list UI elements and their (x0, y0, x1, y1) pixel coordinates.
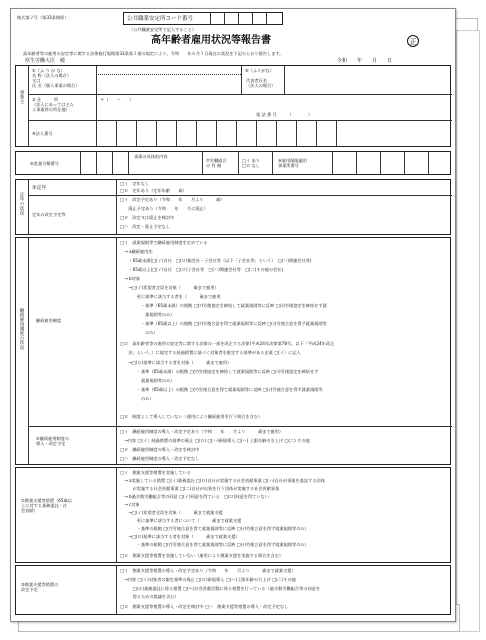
union-label: ⑦労働組合 の 有 無 (206, 158, 227, 168)
continued-line[interactable]: 更に基準に該当する者を（ 歳まで雇用 (120, 294, 221, 299)
continued-line[interactable]: □ロ 制度として導入していない（運用により継続雇用を行う場合を含む） (120, 414, 263, 419)
continued-line: → b対象 (120, 276, 141, 281)
retirement-age-label: ③定年 (32, 185, 47, 191)
support-line[interactable]: が実施する社会貢献事業 □(ニ)自社が出資を行う団体が実施する社会貢献事業 (120, 486, 280, 491)
continued-plan-line[interactable]: □イ 継続雇用制度の導入・改定予定あり（令和 年 月より 歳まで雇用） (120, 429, 284, 434)
support-line[interactable]: → a実施している措置 □(イ)業務委託 □(ロ)自社が実施する社会貢献事業 □(ハ)自社が事業を委託する団体 (120, 478, 325, 483)
support-line[interactable]: →□(ロ)基準に該当する者を対象（ 歳まで就業支援） (120, 534, 240, 539)
industry-code-label: ⑤産業分類番号 (30, 161, 59, 166)
continued-line: 法」という。）に規定する経過措置に基づく対象者を限定する基準がある企業 □(イ）に記入 (120, 350, 301, 355)
name-label: ①（ふ り が な） 名 称（法人の場合） 又は 氏 名（個人事業の場合） (32, 68, 80, 88)
retirement-plan-label: 定年の改定予定等 (32, 212, 66, 217)
continued-plan-line[interactable]: □ロ 継続雇用制度の導入・改定を検討中 (120, 447, 200, 452)
continued-line[interactable]: ・基準（65歳以上）の根拠 □(ｱ)労使合意を得て就業規則等に反映 □(ｲ)労使合意を得ず就業規則等 (120, 321, 327, 326)
retirement-section (15, 179, 451, 235)
continued-line[interactable]: ・基準（65歳以上）の根拠 □(ｱ)労使合意を得て就業規則等に反映 □(ｲ)労使合意を得ず就業規則等 (120, 387, 323, 392)
support-line[interactable]: ・基準の根拠 □(ｱ)労使合意を得て就業規則等に反映 □(ｲ)労使合意を得ず就業規則等のみ） (120, 526, 309, 531)
retirement-plan-line[interactable]: □ロ 改定又は廃止を検討中 (120, 215, 175, 220)
support-plan-line[interactable]: →内容 □(イ)対象者の限定基準の廃止 □(ロ)新規導入 □(ハ)上限年齢の引上げ □(ニ)その他 (120, 577, 296, 582)
phone-field[interactable]: 電 話 番 号 （ ） (256, 112, 313, 117)
continued-line[interactable]: ・基準（65歳未満）の根拠 □(ｱ)労使協定を締結して就業規則等に反映 □(ｲ)労使協定を締結せず (120, 369, 319, 374)
continued-system-label: 継続雇用制度 (36, 318, 62, 323)
intro-text: 高年齢者等の雇用の安定等に関する法律施行規則第33条第１項の規定により、令和 年６月１日現在の状況を下記のとおり報告します。 (23, 51, 284, 56)
continued-plan-label: ①継続雇用制度の 導入・改定予定 (36, 436, 70, 446)
support-line[interactable]: 更に基準に該当する者について（ 歳まで就業支援 (120, 518, 242, 523)
continued-line: のみ） (120, 330, 158, 335)
page-title: 高年齢者雇用状況等報告書 (151, 35, 271, 46)
union-options[interactable]: □イ あり □ロ なし (242, 158, 260, 168)
continued-line: 就業規則等のみ） (120, 378, 175, 383)
postal-code-field[interactable]: 〒（ ー ） (100, 97, 134, 102)
continued-employment-section (15, 237, 451, 465)
corporate-number-label: ④法人番号 (32, 131, 53, 136)
continued-line: → a継続雇用先 (120, 249, 153, 254)
continued-side-label: 継続雇用制度の状況 (19, 308, 24, 350)
retirement-plan-line[interactable]: □イ 改定予定あり（令和 年 月より 歳） (120, 197, 225, 202)
continued-plan-line[interactable]: □ハ 継続雇用制度の導入・改定予定なし (120, 456, 200, 461)
continued-line[interactable]: →□(ロ)基準に該当する者を対象（ 歳まで雇用） (120, 360, 232, 365)
support-line[interactable]: → b過半数労働組合等の同意 □(イ)同意を得ている □(ロ)同意を得ていない (120, 494, 269, 499)
continued-line[interactable]: →□(イ)希望者全員を対象（ 歳まで雇用） (120, 285, 219, 290)
continued-line[interactable]: □ロ 高年齢者等の雇用の安定等に関する法律の一部を改正する法律(平成24年法律第78号。以下「平成24年改正 (120, 341, 335, 346)
support-plan-line[interactable]: □(ホ)業務委託に係る措置 □(ヘ)社会貢献活動に係る措置を行っている（過半数労働組合等の同意を (120, 586, 321, 591)
address-label: ② 住 所 （法人にあっては主た る事業所の所在地） (32, 97, 74, 112)
business-support-plan-section (15, 565, 451, 615)
addressee: 厚生労働大臣 殿 (25, 58, 66, 64)
business-support-label: ②創業支援等措置（65歳以 上に対する業務委託・社 会貢献） (21, 498, 72, 513)
continued-line[interactable]: ・基準（65歳未満）の根拠 □(ｱ)労使協定を締結して就業規則等に反映 □(ｲ)労使協定を締結せず就 (120, 303, 327, 308)
retirement-plan-line[interactable]: 廃止予定あり（令和 年 月に廃止） (120, 206, 208, 211)
support-line[interactable]: □イ 創業支援等措置を実施している (120, 470, 191, 475)
background-page (456, 30, 480, 632)
industry-row (15, 151, 451, 175)
office-code-note: （公共職業安定所で記入すること） (129, 27, 197, 32)
continued-line: 業規則等のみ） (120, 312, 175, 317)
retirement-side-label: 定年の状況 (19, 192, 24, 215)
retirement-option-none[interactable]: □イ 定年なし (120, 181, 150, 186)
employer-block (15, 65, 451, 147)
submission-date[interactable]: 令和 年 月 日 (337, 58, 393, 64)
support-plan-line[interactable]: □ロ 創業支援等措置の導入・改定を検討中 □ハ 創業支援等措置の導入・改定予定なし (120, 604, 289, 609)
office-code-box[interactable] (123, 12, 283, 25)
report-form-sheet (10, 8, 456, 622)
support-line: → c対象 (120, 502, 140, 507)
support-line[interactable]: →□(イ)希望者全員を対象（ 歳まで就業支援 (120, 510, 223, 515)
support-line[interactable]: □ロ 創業支援等措置を実施していない（運用により創業支援を実施する場合を含む） (120, 553, 284, 558)
office-number-label: ⑨雇用保険適用 事業所番号 (278, 158, 307, 168)
support-plan-line[interactable]: □イ 創業支援等措置の導入・改定予定あり（令和 年 月より 歳まで就業支援） (120, 568, 296, 573)
retirement-plan-line[interactable]: □ハ 改定・廃止予定なし (120, 224, 171, 229)
representative-label: 代表者氏名 （法人の場合） (246, 78, 276, 88)
rep-furigana-label: ⑥（ふりがな） (245, 68, 274, 73)
continued-line[interactable]: ・65歳未満(□(イ)自社 □(ロ)親会社・子会社等（以下「子会社等」という） □(ハ)関連会社等) (120, 258, 312, 263)
continued-line[interactable]: □イ 就業規則等で継続雇用制度を定めている (120, 240, 208, 245)
support-line[interactable]: ・基準の根拠 □(ｱ)労使合意を得て就業規則等に反映 □(ｲ)労使合意を得ず就業規則等のみ） (120, 542, 309, 547)
employer-side-label: 事業主 (19, 90, 24, 104)
business-content-label: 事業の具体的内容 (134, 154, 168, 159)
continued-line[interactable]: ・65歳以上(□(イ)自社 □(ロ)子会社等 □(ハ)関連会社等 □(ニ)その他の会社) (120, 267, 284, 272)
business-support-section (15, 467, 451, 563)
business-support-plan-label: ③創業支援等措置の 改定予定 (21, 582, 59, 592)
retirement-option-age[interactable]: □ロ 定年あり（定年年齢 歳） (120, 188, 187, 193)
original-mark: 正 (407, 35, 419, 47)
continued-plan-line[interactable]: →内容 □(イ）経過措置の基準の廃止 □(ロ) □(ハ)新規導入 □(ハ) 上限年齢の引上げ □(ニ) その他 (120, 438, 310, 443)
support-plan-line: 得るための協議を含む） (120, 594, 179, 599)
form-number: 様式第２号（第33条関係） (17, 15, 69, 20)
office-code-label: 公共職業安定所コード番号 (127, 16, 194, 22)
continued-line: のみ） (120, 396, 154, 401)
